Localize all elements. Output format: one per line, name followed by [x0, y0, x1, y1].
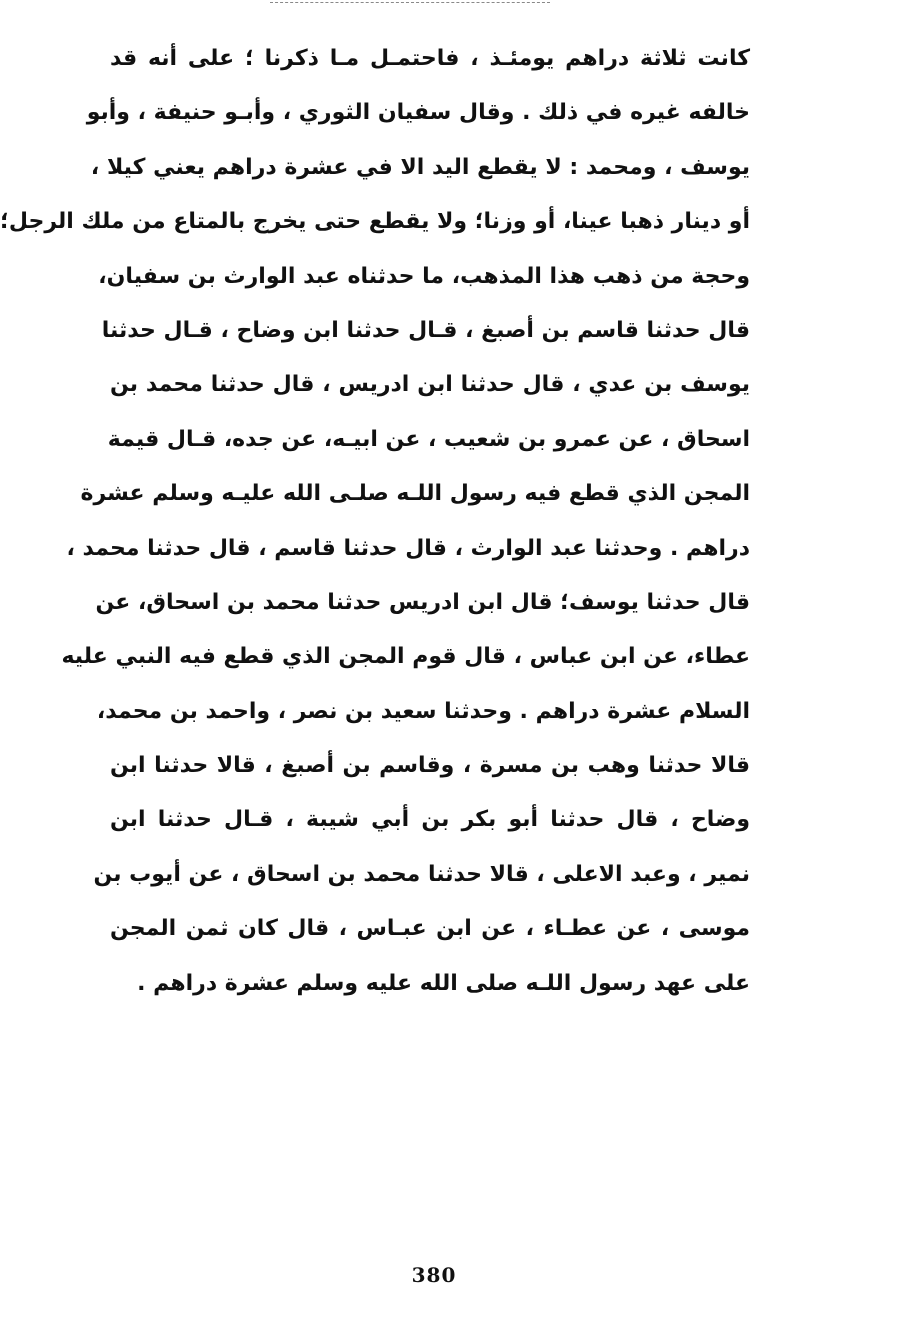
text-line: أو دينار ذهبا عينا، أو وزنا؛ ولا يقطع حتى يخرج بالمتاع من ملك الرجل؛ [0, 209, 750, 235]
text-line: دراهم . وحدثنا عبد الوارث ، قال حدثنا قاسم ، قال حدثنا محمد ، [66, 535, 750, 561]
top-divider [270, 2, 550, 3]
text-line: يوسف بن عدي ، قال حدثنا ابن ادريس ، قال حدثنا محمد بن [110, 372, 750, 398]
text-line: كانت ثلاثة دراهم يومئـذ ، فاحتمـل مـا ذكرنا ؛ على أنه قد [110, 46, 750, 71]
page-number: 380 [411, 1263, 457, 1287]
text-line: عطاء، عن ابن عباس ، قال قوم المجن الذي قطع فيه النبي عليه [61, 644, 750, 670]
body-text [0, 38, 750, 1017]
text-line: موسى ، عن عطـاء ، عن ابن عبـاس ، قال كان ثمن المجن [110, 916, 750, 942]
text-line: على عهد رسول اللـه صلى الله عليه وسلم عشرة دراهم . [137, 970, 750, 996]
text-line: اسحاق ، عن عمرو بن شعيب ، عن ابيـه، عن جده، قـال قيمة [107, 426, 750, 452]
text-line: يوسف ، ومحمد : لا يقطع اليد الا في عشرة دراهم يعني كيلا ، [90, 154, 750, 180]
text-line: قالا حدثنا وهب بن مسرة ، وقاسم بن أصبغ ، قالا حدثنا ابن [110, 753, 750, 779]
text-line: قال حدثنا قاسم بن أصبغ ، قـال حدثنا ابن وضاح ، قـال حدثنا [101, 317, 750, 343]
text-line: خالفه غيره في ذلك . وقال سفيان الثوري ، وأبـو حنيفة ، وأبو [86, 100, 750, 126]
text-line: المجن الذي قطع فيه رسول اللـه صلـى الله عليـه وسلم عشرة [80, 481, 750, 507]
text-line: السلام عشرة دراهم . وحدثنا سعيد بن نصر ، واحمد بن محمد، [96, 698, 750, 724]
text-line: وضاح ، قال حدثنا أبو بكر بن أبي شيبة ، قـال حدثنا ابن [110, 807, 750, 833]
text-line: وحجة من ذهب هذا المذهب، ما حدثناه عبد الوارث بن سفيان، [98, 263, 750, 289]
text-line: نمير ، وعبد الاعلى ، قالا حدثنا محمد بن اسحاق ، عن أيوب بن [93, 861, 750, 887]
text-line: قال حدثنا يوسف؛ قال ابن ادريس حدثنا محمد بن اسحاق، عن [95, 589, 750, 615]
